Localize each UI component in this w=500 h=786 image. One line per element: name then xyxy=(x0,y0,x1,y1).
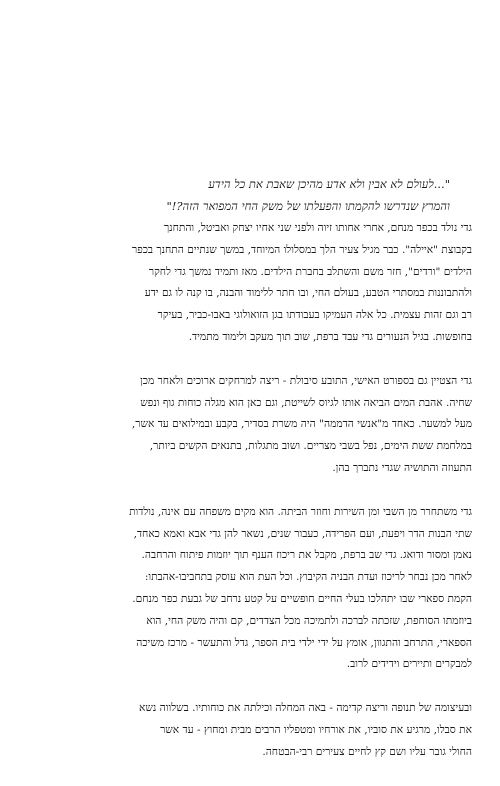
text-line: במלחמת ששת הימים, נפל בשבי מצריים. ושוב מתגלות, בתנאים הקשים ביותר, xyxy=(149,440,472,453)
quote-line: והמרץ שנדרשו להקמתו והפעלתו של משק החי המפואר הזה?!" xyxy=(166,199,450,213)
paragraph-sport-service xyxy=(27,371,472,480)
text-line: לאחר מכן נבחר לריכוז ועדת הבניה הקיבוץ. וכל העת הוא עוסק בתחביבו-אהבתו: xyxy=(144,571,472,584)
text-line: גדי הצטיין גם בספורט האישי, התובע סיבולת - ריצה למרחקים ארוכים ולאחר מכן xyxy=(140,374,472,387)
text-line: רב וגם זהות עצמית. כל אלה העמיקו בעבודתו בגן הזואולוגי באבו-כביר, בעיקר xyxy=(157,309,472,322)
text-line: התעוזה והתושיה שגדי נתברך בהן. xyxy=(332,461,472,474)
text-line: בקבוצת "איילה". כבר מגיל צעיר הלך במסלולו המיוחד, במשך שנתיים התחנך בכפר xyxy=(131,243,472,256)
text-line: את סבלו, מרגיע את סוביו, את אורחיו ומטפליו הרבים מבית ומחוץ - עד אשר xyxy=(160,723,472,736)
text-line: ובעיצומה של תנופה וריצה קדימה - באה המחלה וכילתה את כוחותיו. בשלווה נשא xyxy=(139,702,472,715)
text-line: בחופשות. בגיל הנעורים גדי עבד ברפת, שוב תוך מעקב ולימוד מתמיד. xyxy=(188,330,472,343)
text-line: הקמת ספארי שבו יתהלכו בעלי החיים חופשיים על קטע נרחב של גבעת כפר מנחם. xyxy=(132,592,472,605)
text-line: החולי גובר עליו ושם קץ לחיים צעירים רבי-הבטחה. xyxy=(262,745,472,758)
paragraph-childhood xyxy=(27,218,472,349)
paragraph-return-home xyxy=(27,502,472,676)
text-line: גדי נולד בכפר מנחם, אחרי אחותו זיוה ולפני שני אחיו יצחק ואביטל, והתחנך xyxy=(163,222,472,234)
text-line: שחיה. אהבת המים הביאה אותו לגיוס לשייטת, וגם כאן הוא מגלה כוחות גוף ונפש xyxy=(140,396,472,409)
text-line: מעל למשער. כאחד מ"אנשי הדממה" היה משרת בסדיר, בקבע ובמילואים עד אשר, xyxy=(131,418,472,431)
text-line: ולהתבוננות במסתרי הטבע, בעולם החי, ובו חתר ללימוד והבנה, בו קנה לו גם ידע xyxy=(144,287,472,300)
text-line: ביוזמתו הסוחפת, שזכתה לברכה ולתמיכה מכל הצדדים, קם והיה משק החי, הוא xyxy=(146,614,472,627)
text-line: הילדים "ורדים", חזר משם והשתלב בחברת הילדים. מאז ותמיד נמשך גדי לחקר xyxy=(148,265,472,278)
text-line: שתי הבנות הדר ויפעת, ועם הפרידה, כעבור שנים, נשאר להן גדי אבא ואמא כאחד, xyxy=(133,527,472,540)
quote-line: "...לעולם לא אבין ולא אדע מהיכן שאבת את כל הידע xyxy=(208,177,450,191)
text-line: הספארי, התרחב והתגוון, אומץ על ידי ילדי בית הספר, גדל והתעשר - מרכז משיכה xyxy=(136,636,472,649)
text-line: נאמן ומסור ודואג. גדי שב ברפת, מקבל את ריכוז הענף תוך יוזמות פיתוח והרחבה. xyxy=(141,549,472,562)
paragraph-illness xyxy=(27,698,472,763)
text-line: למבקרים ותיירים וידידים לרוב. xyxy=(346,658,472,671)
text-line: גדי משתחרר מן השבי ומן השירות וחוזר הביתה. הוא מקים משפחה עם אינה, נולדות xyxy=(129,505,472,518)
biography-text xyxy=(27,218,472,786)
opening-quote xyxy=(52,173,450,217)
